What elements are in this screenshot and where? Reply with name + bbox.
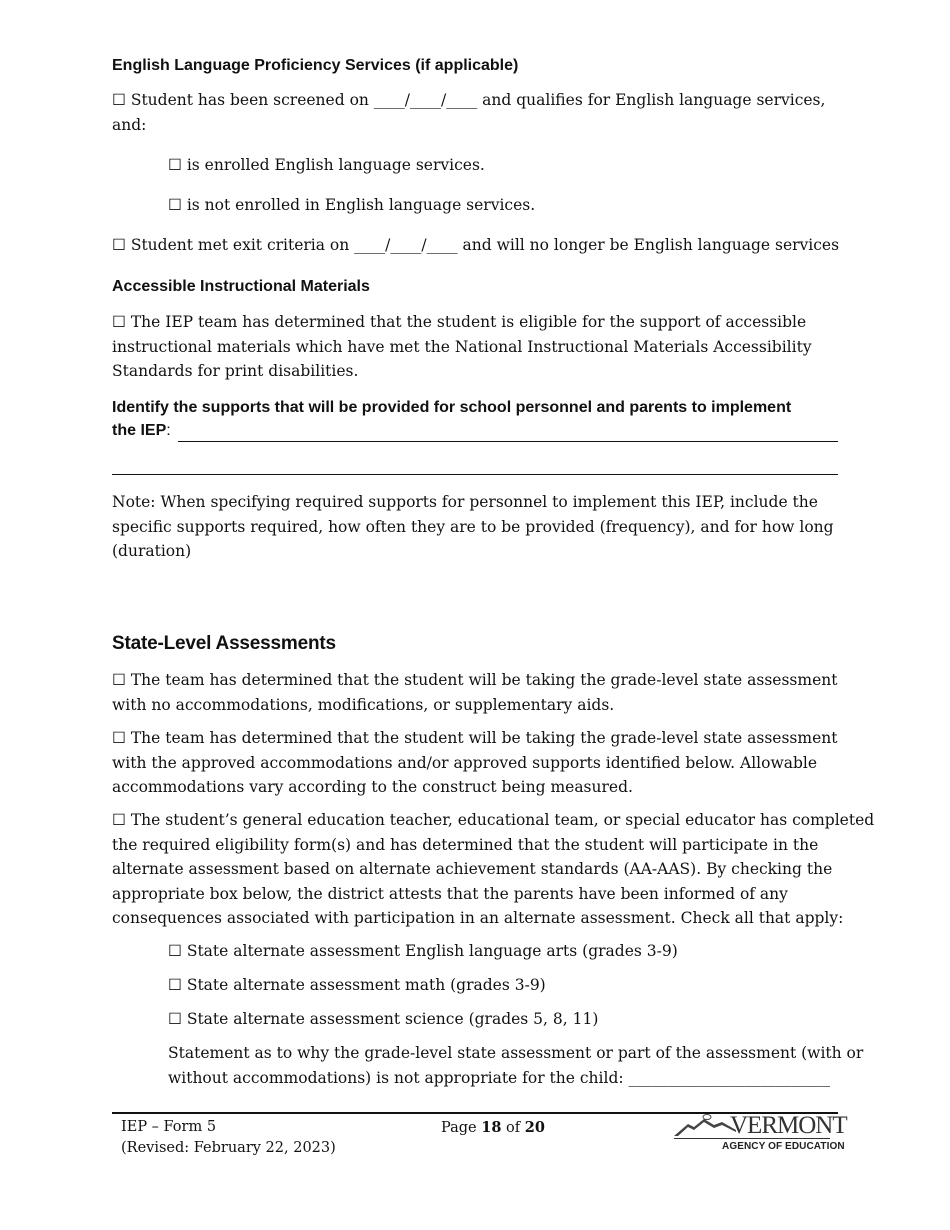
sla-option-no-accommodations[interactable] [112,668,840,717]
supports-heading-line1: Identify the supports that will be provided for school personnel and parents to implement [112,399,792,416]
alt-science-label: ☐ State alternate assessment science (grades 5, 8, 11) [168,1010,599,1028]
vermont-mountain-logo-icon [674,1112,736,1138]
alt-math-checkbox-item[interactable] [168,973,838,998]
aim-line: ☐ The IEP team has determined that the student is eligible for the support of accessible [112,313,807,331]
sla-heading: State-Level Assessments [112,633,336,654]
alt-ela-label: ☐ State alternate assessment English language arts (grades 3-9) [168,942,678,960]
ell-exit-label: ☐ Student met exit criteria on ____/____/____ and will no longer be English language services [112,236,840,254]
sla-option-line: with no accommodations, modifications, or supplementary aids. [112,695,615,714]
statement-line: Statement as to why the grade-level state assessment or part of the assessment (with or [168,1044,864,1062]
ell-screened-line2: and: [112,115,147,134]
page-of: of [501,1120,525,1136]
footer-form-name: IEP – Form 5 [121,1119,217,1135]
supports-heading-line2 [112,422,171,440]
sla-option-line: ☐ The student’s general education teacher, educational team, or special educator has completed [112,811,875,829]
ell-not-enrolled-label: ☐ is not enrolled in English language services. [168,196,536,214]
logo-agency-text: AGENCY OF EDUCATION [722,1141,845,1152]
page-total: 20 [524,1119,545,1136]
page-prefix: Page [441,1120,482,1136]
logo-vermont-text: VERMONT [730,1112,847,1139]
sla-option-line: ☐ The team has determined that the student will be taking the grade-level state assessment [112,729,838,747]
note-line: specific supports required, how often they are to be provided (frequency), and for how long [112,517,834,536]
aim-heading: Accessible Instructional Materials [112,278,370,295]
aim-checkbox-item[interactable] [112,310,840,384]
sla-option-alternate-assessment[interactable] [112,808,875,931]
ell-screened-line1: ☐ Student has been screened on ____/____/____ and qualifies for English language services, [112,91,826,109]
statement-line: without accommodations) is not appropriate for the child: __________________________ [168,1068,831,1087]
sla-option-line: ☐ The team has determined that the student will be taking the grade-level state assessment [112,671,838,689]
ell-enrolled-checkbox-item[interactable] [168,153,838,178]
sla-option-line: the required eligibility form(s) and has determined that the student will participate in the [112,835,819,854]
sla-option-line: accommodations vary according to the construct being measured. [112,778,633,796]
note-line: Note: When specifying required supports for personnel to implement this IEP, include the [112,493,818,511]
footer-page-number [441,1117,545,1139]
note-line: (duration) [112,542,192,560]
sla-option-line: alternate assessment based on alternate achievement standards (AA-AAS). By checking the [112,860,833,878]
sla-option-line: appropriate box below, the district attests that the parents have been informed of any [112,884,788,903]
ell-screened-checkbox-item[interactable] [112,88,840,137]
supports-heading-iep: the IEP [112,422,167,439]
aim-line: Standards for print disabilities. [112,362,359,380]
alt-math-label: ☐ State alternate assessment math (grades 3-9) [168,976,546,994]
supports-answer-line-2[interactable] [112,474,838,475]
supports-note [112,490,840,564]
supports-answer-line-1[interactable] [178,441,838,442]
aim-line: instructional materials which have met the National Instructional Materials Accessibility [112,337,812,356]
ell-not-enrolled-checkbox-item[interactable] [168,193,838,218]
footer-form-info [121,1117,336,1159]
footer-revised-date: (Revised: February 22, 2023) [121,1140,336,1156]
ell-exit-checkbox-item[interactable] [112,233,840,258]
alt-ela-checkbox-item[interactable] [168,939,838,964]
sla-option-approved-accommodations[interactable] [112,726,840,800]
sla-option-line: consequences associated with participation in an alternate assessment. Check all that apply: [112,909,844,927]
statement-field[interactable] [168,1041,864,1090]
ell-enrolled-label: ☐ is enrolled English language services. [168,156,485,174]
alt-science-checkbox-item[interactable] [168,1007,838,1032]
supports-heading-colon: : [166,422,171,439]
sla-option-line: with the approved accommodations and/or approved supports identified below. Allowable [112,753,818,772]
ell-heading: English Language Proficiency Services (if applicable) [112,57,519,74]
page-current: 18 [481,1119,502,1136]
logo-underline [674,1138,830,1139]
